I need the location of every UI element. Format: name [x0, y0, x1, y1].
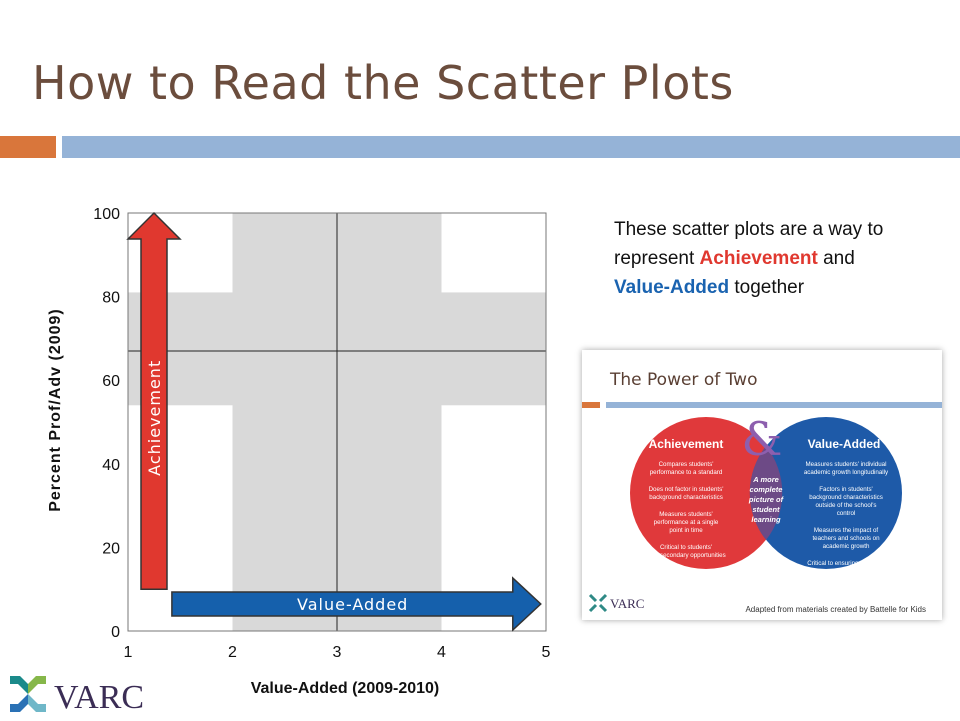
venn-left-item: Does not factor in students' background characteristics: [648, 486, 724, 501]
chart-reference-lines: [128, 213, 546, 631]
y-tick-label: 0: [111, 624, 120, 641]
y-tick-label: 100: [93, 206, 120, 223]
venn-center-line: student: [752, 505, 780, 514]
slide-title: How to Read the Scatter Plots: [32, 56, 734, 110]
venn-left-heading: Achievement: [648, 437, 724, 451]
x-tick-label: 1: [123, 644, 133, 661]
description-text: [614, 215, 914, 302]
inset-logo-mark: [590, 595, 606, 611]
inset-logo-text: VARC: [610, 596, 645, 611]
venn-left-item: Compares students' performance to a standard: [649, 461, 723, 476]
inset-logo: [588, 593, 658, 618]
venn-center-line: picture of: [748, 495, 784, 504]
achievement-arrow-label: Achievement: [145, 359, 164, 476]
inset-footer: Adapted from materials created by Battelle for Kids: [745, 605, 926, 614]
venn-left-item: Measures students' performance at a single point in time: [653, 511, 719, 534]
venn-center-line: A more: [753, 475, 779, 484]
inset-title: The Power of Two: [610, 370, 758, 390]
x-tick-label: 3: [332, 644, 342, 661]
varc-logo: [4, 672, 154, 721]
description-value-added: Value-Added: [614, 277, 730, 298]
value-added-arrow-label: Value-Added: [297, 595, 409, 614]
venn-left-item: Critical to students' post-secondary opportunities: [646, 544, 726, 559]
x-axis-label: Value-Added (2009-2010): [250, 680, 440, 697]
venn-right-item: Measures students' individual academic growth longitudinally: [803, 461, 889, 476]
description-before: These scatter plots are a way to represent: [614, 219, 884, 269]
venn-right-heading: Value-Added: [807, 437, 881, 451]
ampersand: &: [741, 412, 783, 466]
x-tick-label: 2: [228, 644, 237, 661]
description-and: and: [817, 248, 855, 269]
venn-center-line: learning: [751, 515, 781, 524]
venn-right-item: Factors in students' background characteristics outside of the school's control: [809, 486, 883, 517]
y-tick-label: 40: [102, 456, 120, 474]
venn-right-item: Measures the impact of teachers and schools on academic growth: [812, 527, 880, 550]
logo-text: VARC: [54, 679, 145, 716]
description-achievement: Achievement: [699, 248, 818, 269]
y-axis-ticks: [93, 206, 120, 641]
venn-diagram: [582, 350, 942, 620]
x-tick-label: 4: [437, 644, 446, 661]
y-tick-label: 60: [102, 373, 120, 391]
power-of-two-inset: [582, 350, 942, 620]
y-axis-label: Percent Prof/Adv (2009): [47, 308, 64, 512]
x-tick-label: 5: [541, 644, 551, 661]
y-tick-label: 20: [102, 540, 120, 558]
venn-right-item: Critical to ensuring students' future academic success: [807, 560, 885, 575]
x-axis-ticks: [124, 644, 551, 661]
y-tick-label: 80: [102, 289, 120, 307]
description-after: together: [729, 277, 805, 298]
venn-center-line: complete: [749, 485, 783, 494]
